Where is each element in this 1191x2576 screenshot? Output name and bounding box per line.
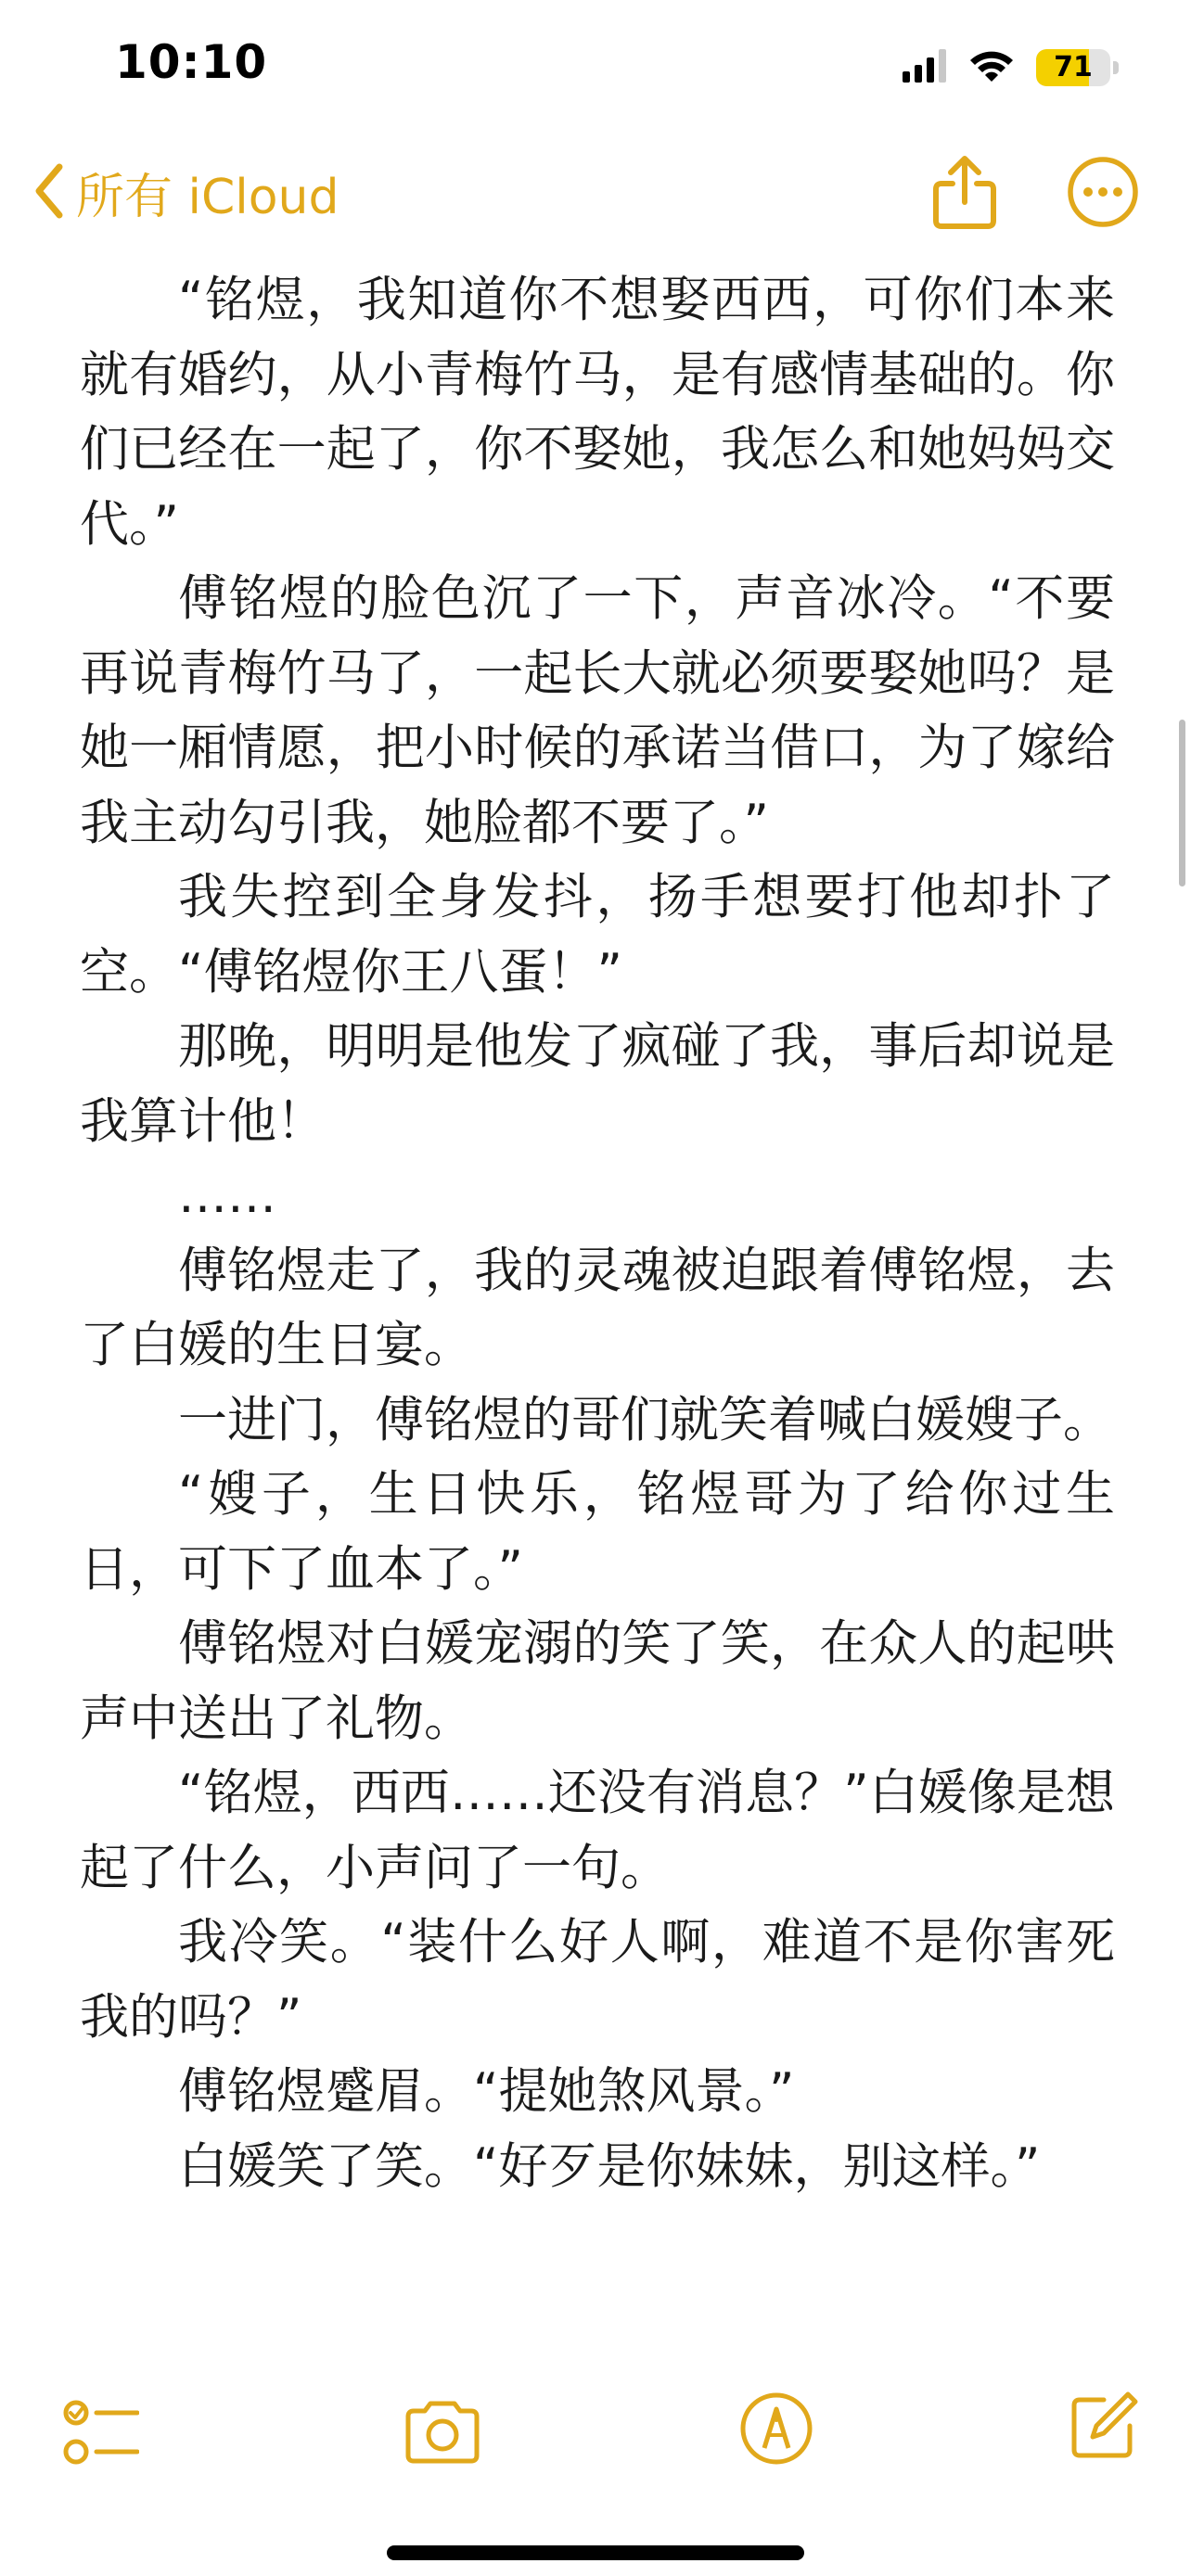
note-paragraph: 傅铭煜蹙眉。“提她煞风景。” [178, 2063, 795, 2120]
checklist-button[interactable] [63, 2396, 139, 2472]
more-icon [1067, 214, 1139, 232]
note-paragraph: 那晚，明明是他发了疯碰了我，事后却说是我算计他！ [80, 1018, 1115, 1150]
home-indicator[interactable] [387, 2545, 804, 2560]
note-paragraph: 白媛笑了笑。“好歹是你妹妹，别这样。” [178, 2137, 1041, 2195]
note-paragraph: 我失控到全身发抖，扬手想要打他却扑了空。“傅铭煜你王八蛋！” [80, 869, 1115, 1001]
note-paragraph: 傅铭煜对白媛宠溺的笑了笑，在众人的起哄声中送出了礼物。 [80, 1615, 1115, 1747]
back-label: 所有 iCloud [76, 170, 339, 225]
bottom-toolbar [0, 2383, 1191, 2485]
note-paragraph: “嫂子，生日快乐，铭煜哥为了给你过生日，可下了血本了。” [80, 1466, 1115, 1598]
back-button[interactable] [33, 158, 339, 227]
status-bar [0, 0, 1191, 139]
camera-icon [401, 2451, 484, 2468]
note-paragraph: 傅铭煜的脸色沉了一下，声音冰冷。“不要再说青梅竹马了，一起长大就必须要娶她吗？是她一厢情愿，把小时候的承诺当借口，为了嫁给我主动勾引我，她脸都不要了。” [80, 570, 1115, 851]
markup-button[interactable] [738, 2391, 814, 2470]
note-paragraph: 傅铭煜走了，我的灵魂被迫跟着傅铭煜，去了白媛的生日宴。 [80, 1242, 1115, 1373]
note-body[interactable] [80, 263, 1115, 2350]
note-paragraph: “铭煜，西西……还没有消息？”白媛像是想起了什么，小声问了一句。 [80, 1765, 1115, 1896]
note-paragraph: 一进门，傅铭煜的哥们就笑着喊白媛嫂子。 [178, 1391, 1112, 1448]
markup-icon [738, 2453, 814, 2470]
share-button[interactable] [930, 154, 999, 234]
checklist-icon [63, 2455, 139, 2472]
note-paragraph: 我冷笑。“装什么好人啊，难道不是你害死我的吗？” [80, 1914, 1115, 2046]
camera-button[interactable] [401, 2400, 484, 2468]
note-paragraph: …… [178, 1167, 276, 1224]
signal-icon [903, 49, 947, 86]
battery-level: 71 [1054, 51, 1093, 83]
compose-icon [1067, 2449, 1141, 2467]
chevron-left-icon [33, 161, 65, 224]
note-paragraph: “铭煜，我知道你不想娶西西，可你们本来就有婚约，从小青梅竹马，是有感情基础的。你们已经在一起了，你不娶她，我怎么和她妈妈交代。” [80, 272, 1115, 553]
battery-icon [1036, 49, 1119, 86]
share-icon [930, 216, 999, 234]
scroll-indicator[interactable] [1179, 720, 1185, 886]
more-button[interactable] [1067, 156, 1139, 232]
nav-bar [0, 139, 1191, 260]
wifi-icon [967, 48, 1016, 87]
status-indicators [903, 48, 1119, 87]
compose-button[interactable] [1067, 2389, 1141, 2467]
status-time: 10:10 [115, 35, 268, 89]
